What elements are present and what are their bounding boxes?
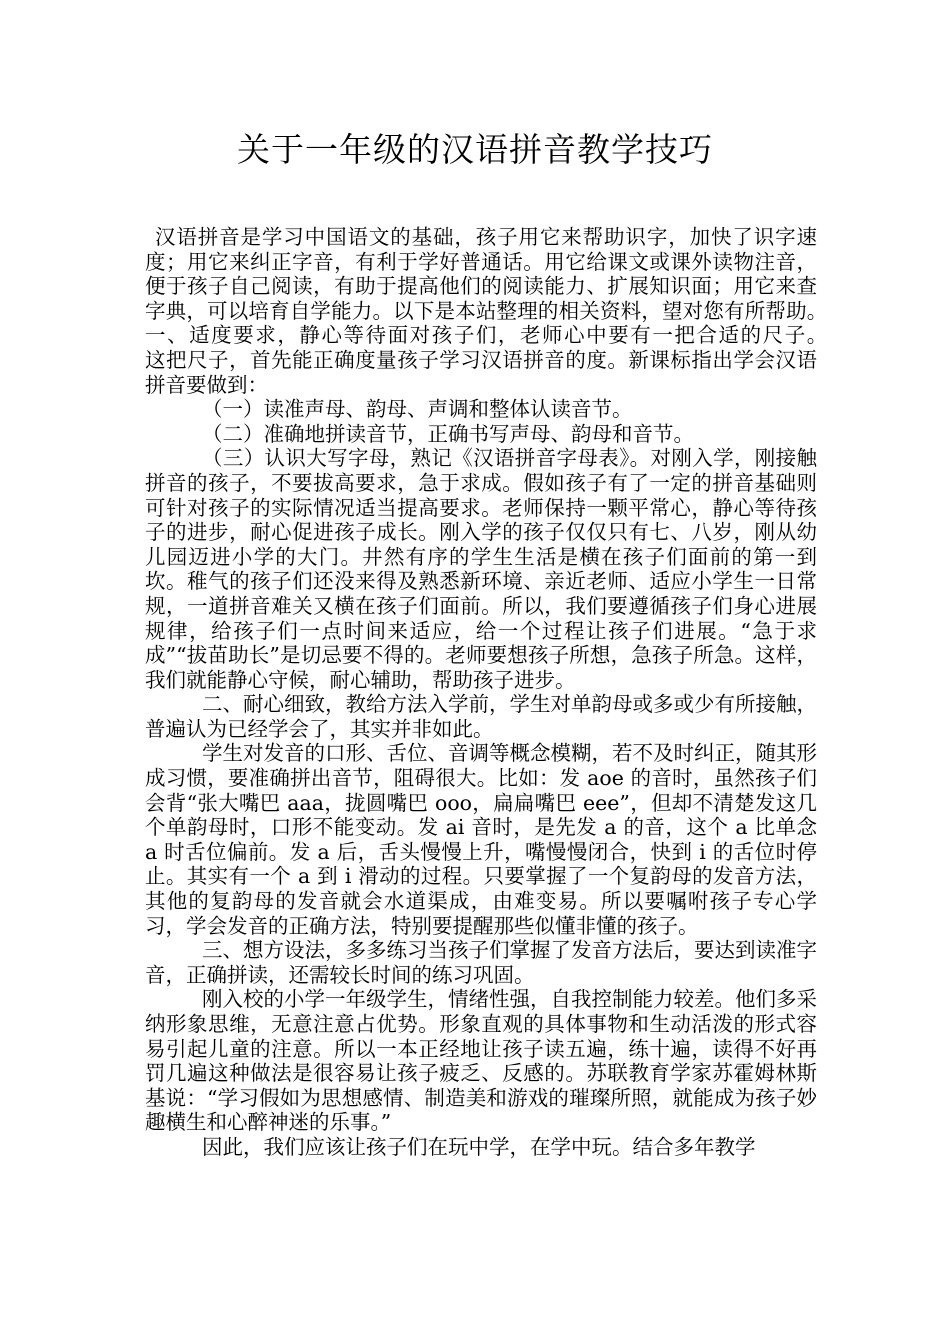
paragraph-intro: 汉语拼音是学习中国语文的基础，孩子用它来帮助识字，加快了识字速度；用它来纠正字音，有利于学好普通话。用它给课文或课外读物注音，便于孩子自己阅读，有助于提高他们的阅读能力、扩展知识面；用它来查字典，可以培育自学能力。以下是本站整理的相关资料，望对您有所帮助。 一、适度要求，静心等待面对孩子们，老师心中要有一把合适的尺子。 这把尺子，首先能正确度量孩子学习汉语拼音的度。新课标指出学会汉语拼音要做到： [145, 225, 879, 397]
paragraph-first-graders: 刚入校的小学一年级学生，情绪性强，自我控制能力较差。他们多采纳形象思维，无意注意占优势。形象直观的具体事物和生动活泼的形式容易引起儿童的注意。所以一本正经地让孩子读五遍，练十遍，读得不好再罚几遍这种做法是很容易让孩子疲乏、反感的。苏联教育学家苏霍姆林斯基说：“学习假如为思想感情、制造美和游戏的璀璨所照，就能成为孩子妙趣横生和心醉神迷的乐事。” [145, 987, 817, 1135]
paragraph-requirement-2: （二）准确地拼读音节，正确书写声母、韵母和音节。 [202, 421, 694, 446]
paragraph-requirement-3: （三）认识大写字母，熟记《汉语拼音字母表》。对刚入学，刚接触拼音的孩子，不要拔高要求，急于求成。假如孩子有了一定的拼音基础则可针对孩子的实际情况适当提高要求。老师保持一颗平常心，静心等待孩子的进步，耐心促进孩子成长。刚入学的孩子仅仅只有七、八岁，刚从幼儿园迈进小学的大门。井然有序的学生生活是横在孩子们面前的第一到坎。稚气的孩子们还没来得及熟悉新环境、亲近老师、适应小学生一日常规，一道拼音难关又横在孩子们面前。所以，我们要遵循孩子们身心进展规律，给孩子们一点时间来适应，给一个过程让孩子们进展。“急于求成”“拔苗助长”是切忌要不得的。老师要想孩子所想，急孩子所急。这样，我们就能静心守候，耐心辅助，帮助孩子进步。 [145, 446, 817, 692]
document-title: 关于一年级的汉语拼音教学技巧 [237, 130, 713, 169]
paragraph-conclusion: 因此，我们应该让孩子们在玩中学，在学中玩。结合多年教学 [202, 1134, 756, 1159]
paragraph-section-2: 二、耐心细致，教给方法入学前，学生对单韵母或多或少有所接触，普遍认为已经学会了，其实并非如此。 [145, 692, 817, 741]
paragraph-requirement-1: （一）读准声母、韵母、声调和整体认读音节。 [202, 397, 633, 422]
paragraph-section-3: 三、想方设法，多多练习当孩子们掌握了发音方法后，要达到读准字音，正确拼读，还需较长时间的练习巩固。 [145, 938, 817, 987]
paragraph-pronunciation: 学生对发音的口形、舌位、音调等概念模糊，若不及时纠正，随其形成习惯，要准确拼出音节，阻碍很大。比如：发 aoe 的音时，虽然孩子们会背“张大嘴巴 aaa，拢圆嘴巴 ooo，扁扁嘴巴 eee”，但却不清楚发这几个单韵母时，口形不能变动。发 ai 音时，是先发 a 的音，这个 a 比单念 a 时舌位偏前。发 a 后，舌头慢慢上升，嘴慢慢闭合，快到 i 的舌位时停止。其实有一个 a 到 i 滑动的过程。只要掌握了一个复韵母的发音方法，其他的复韵母的发音就会水道渠成，由难变易。所以要嘱咐孩子专心学习，学会发音的正确方法，特别要提醒那些似懂非懂的孩子。 [145, 741, 817, 938]
document-body [145, 225, 879, 1160]
